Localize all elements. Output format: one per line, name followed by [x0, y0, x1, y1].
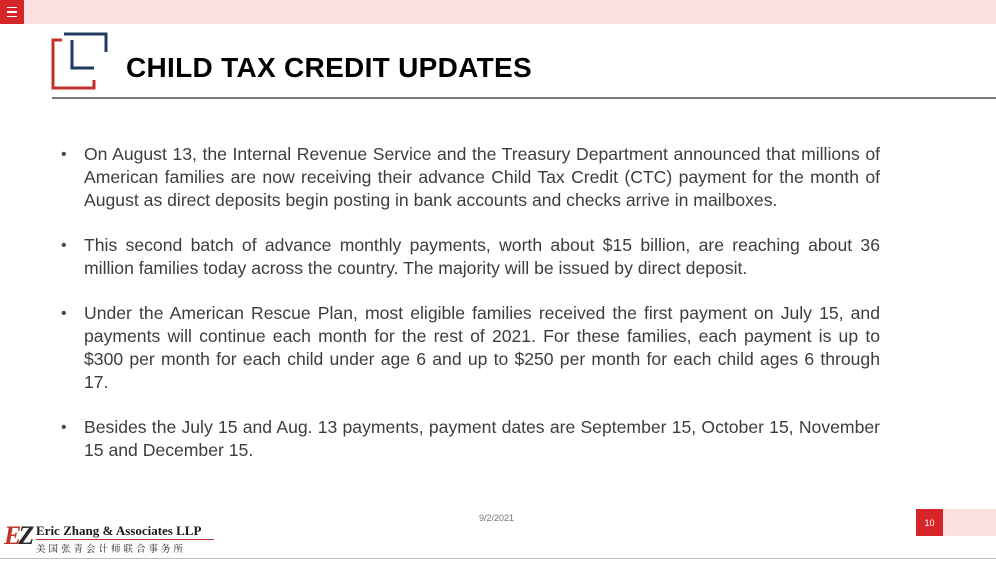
footer-date: 9/2/2021 [479, 513, 515, 523]
firm-name-divider [36, 539, 214, 540]
bullet-list [60, 143, 880, 462]
top-bar [0, 0, 996, 24]
bullet-item: • This second batch of advance monthly payments, worth about $15 billion, are reaching about 36 million families today across the country. The majority will be issued by direct deposit. [60, 234, 880, 280]
title-divider [52, 97, 996, 99]
firm-name-chinese: 美国张青会计师联合事务所 [36, 544, 187, 555]
bullet-item: • Under the American Rescue Plan, most eligible families received the first payment on July 15, and payments will continue each month for the rest of 2021. For these families, each payment is up to $300 per month for each child under age 6 and up to $250 per month for each child ages 6 through 17. [60, 302, 880, 394]
slide-title: CHILD TAX CREDIT UPDATES [126, 52, 532, 83]
ez-logo-e: E [4, 521, 19, 550]
firm-name: Eric Zhang & Associates LLP [36, 523, 202, 538]
bullet-item: • On August 13, the Internal Revenue Service and the Treasury Department announced that millions of American families are now receiving their advance Child Tax Credit (CTC) payment for the month of August as direct deposits begin posting in bank accounts and checks arrive in mailboxes. [60, 143, 880, 212]
menu-button[interactable] [0, 0, 24, 24]
hamburger-menu-icon-line [7, 7, 17, 9]
hamburger-menu-icon-line [7, 11, 17, 13]
bracket-logo-icon [50, 30, 110, 92]
ez-logo-mark [4, 522, 31, 550]
bottom-divider [0, 558, 996, 559]
firm-logo [4, 520, 234, 556]
ez-logo-z: Z [18, 521, 32, 550]
page-number: 10 [916, 509, 943, 536]
bullet-item: • Besides the July 15 and Aug. 13 payments, payment dates are September 15, October 15, November 15 and December 15. [60, 416, 880, 462]
page-number-strip [943, 509, 996, 536]
hamburger-menu-icon-line [7, 16, 17, 18]
